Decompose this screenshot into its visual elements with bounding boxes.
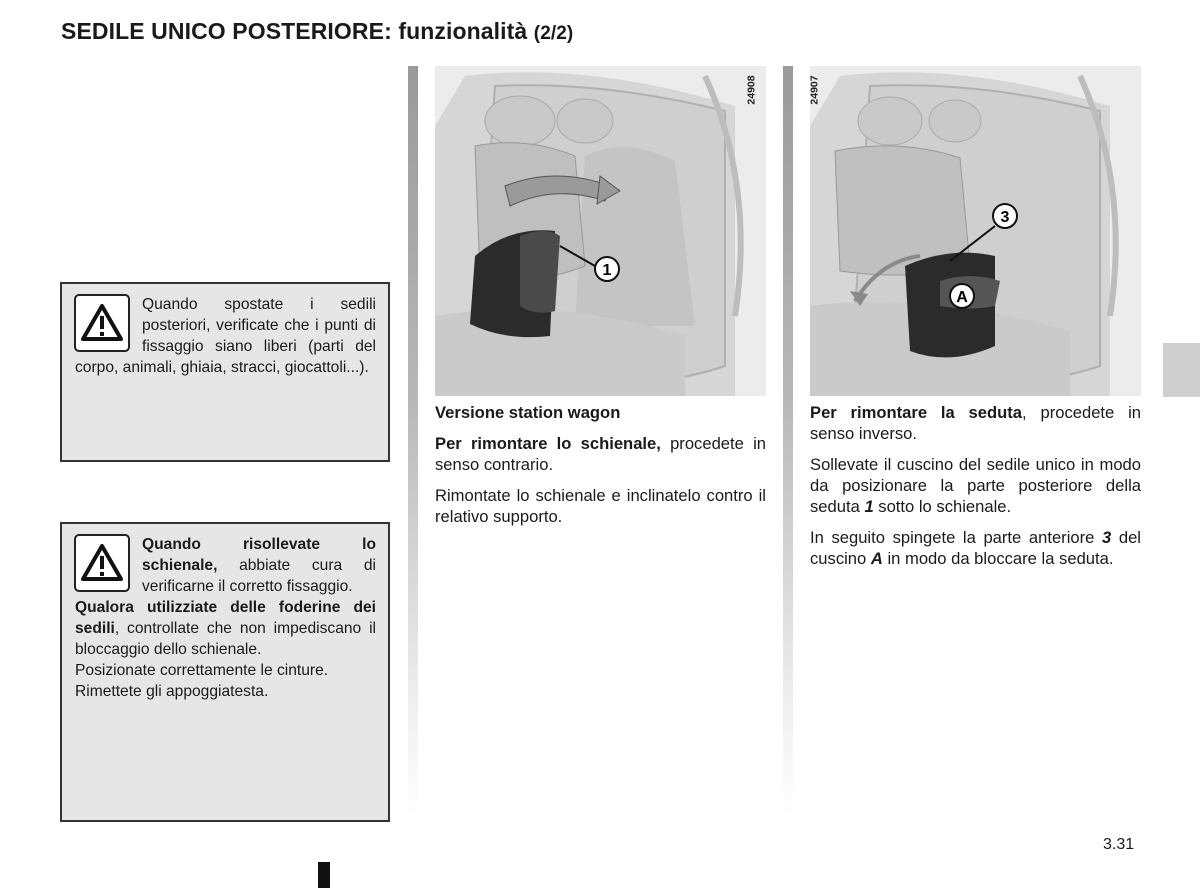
middle-column-text: [435, 402, 766, 537]
callout-1: 1: [602, 262, 612, 279]
figure-number: 24907: [808, 75, 821, 105]
right-p3-a: In seguito spingete la parte anteriore: [810, 528, 1102, 547]
warning-box-backrest: [60, 522, 390, 822]
section-side-tab: [1163, 343, 1200, 397]
right-column-text: [810, 402, 1141, 579]
right-p2-ref: 1: [864, 497, 874, 516]
page-title: [61, 18, 573, 45]
warning-rest-2: , controllate che non impediscano il bloccaggio dello schienale.: [75, 620, 376, 658]
section-heading-text: Versione station wagon: [435, 403, 621, 422]
figure-seat-cushion: [810, 66, 1141, 396]
right-p3-ref-a: A: [870, 549, 883, 568]
warning-triangle-icon: [74, 294, 130, 352]
warning-triangle-icon: [74, 534, 130, 592]
figure-backrest-illustration: [435, 66, 766, 396]
crop-mark: [318, 862, 330, 888]
right-rest-1: , procedete in senso inverso.: [810, 403, 1141, 443]
right-bold-1: Per rimontare la seduta: [810, 403, 1023, 422]
section-heading: [435, 402, 766, 423]
right-p3-b: del cuscino: [810, 528, 1141, 568]
figure-backrest: [435, 66, 766, 396]
middle-rest-1: procedete in senso contrario.: [435, 434, 766, 474]
right-paragraph-2: [810, 454, 1141, 517]
right-p3-c: in modo da bloccare la seduta.: [882, 549, 1114, 568]
warning-bold-2: Qualora utilizziate delle foderine dei sedili: [75, 599, 376, 637]
column-divider-left: [408, 66, 418, 816]
figure-number: 24908: [745, 75, 758, 105]
right-paragraph-1: [810, 402, 1141, 444]
right-p2-b: sotto lo schienale.: [873, 497, 1012, 516]
warning-paragraph-4: Rimettete gli appoggiatesta.: [75, 683, 269, 700]
warning-paragraph-3: Posizionate correttamente le cinture.: [75, 662, 329, 679]
middle-paragraph-2: Rimontate lo schienale e inclinatelo contro il relativo supporto.: [435, 486, 766, 526]
column-divider-right: [783, 66, 793, 816]
warning-bold-1: Quando risollevate lo schienale,: [142, 536, 376, 574]
page-number: 3.31: [1103, 836, 1135, 853]
warning-text: Quando spostate i sedili posteriori, verificate che i punti di fissaggio siano liberi (parti del corpo, animali, ghiaia, stracci, giocattoli...).: [75, 296, 376, 376]
warning-box-seat-move: [60, 282, 390, 462]
right-p3-ref-3: 3: [1102, 528, 1112, 547]
middle-bold-1: Per rimontare lo schienale,: [435, 434, 661, 453]
warning-rest-1: abbiate cura di verificarne il corretto fissaggio.: [142, 557, 376, 595]
warning-paragraph-2: [75, 597, 376, 660]
callout-a: A: [956, 289, 968, 306]
callout-3: 3: [1000, 209, 1010, 226]
figure-seat-illustration: [810, 66, 1141, 396]
title-main: SEDILE UNICO POSTERIORE: funzionalità: [61, 18, 528, 44]
right-paragraph-3: [810, 527, 1141, 569]
middle-paragraph-1: [435, 433, 766, 475]
right-p2-a: Sollevate il cuscino del sedile unico in modo da posizionare la parte posteriore della seduta: [810, 455, 1141, 516]
title-suffix: (2/2): [533, 23, 574, 44]
